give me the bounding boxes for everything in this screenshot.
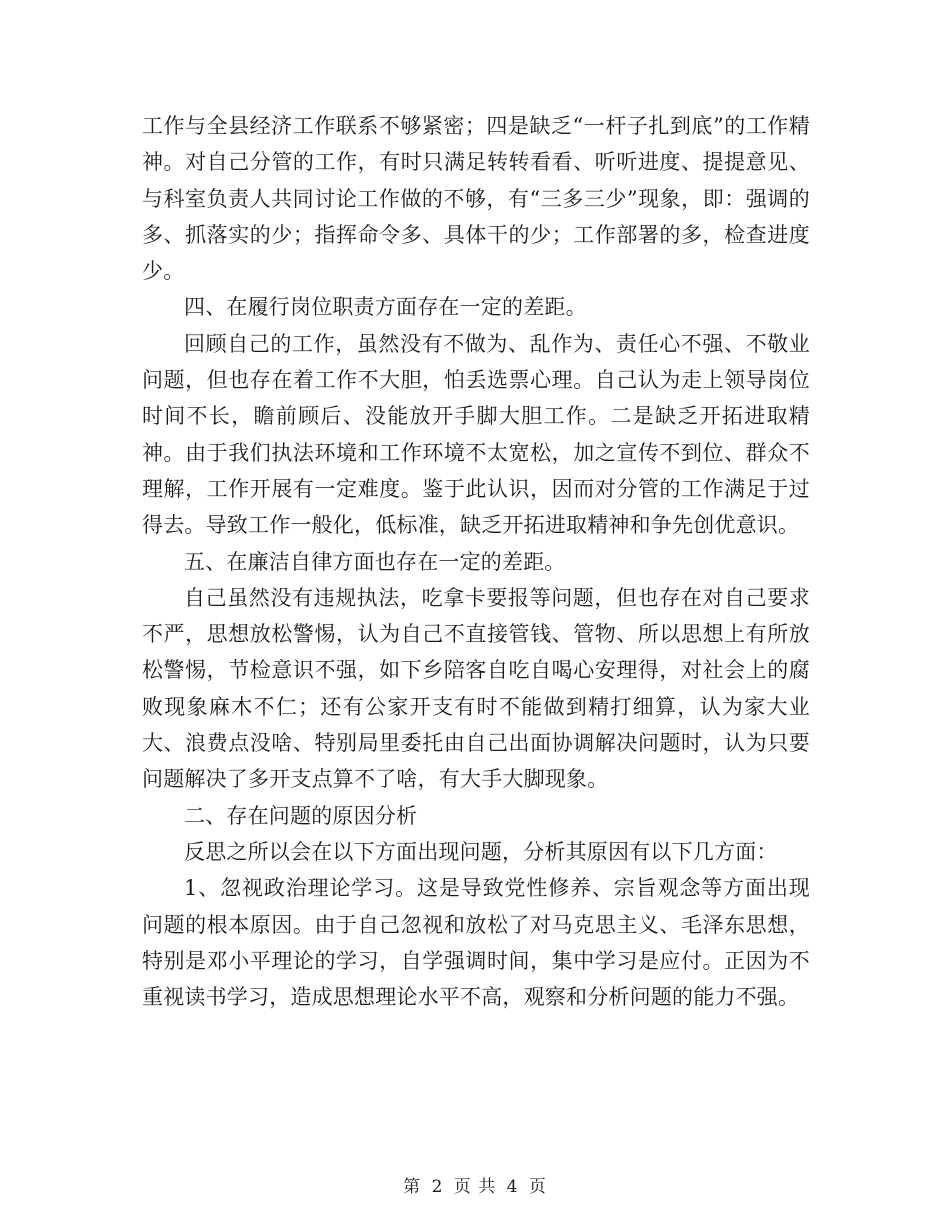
footer-middle: 页 共 xyxy=(453,1177,497,1197)
footer-suffix: 页 xyxy=(528,1177,547,1197)
page-footer xyxy=(0,1172,950,1197)
paragraph-continuation: 工作与全县经济工作联系不够紧密；四是缺乏“一杆子扎到底”的工作精神。对自己分管的工作，有时只满足转转看看、听听进度、提提意见、与科室负责人共同讨论工作做的不够，有“三多三少”现象，即：强调的多、抓落实的少；指挥命令多、具体干的少；工作部署的多，检查进度少。 xyxy=(142,114,810,284)
section-heading-cause-analysis: 二、存在问题的原因分析 xyxy=(184,803,418,828)
paragraph-duty-review: 回顾自己的工作，虽然没有不做为、乱作为、责任心不强、不敬业问题，但也存在着工作不大胆，怕丢选票心理。自己认为走上领导岗位时间不长，瞻前顾后、没能放开手脚大胆工作。二是缺乏开拓进取精神。由于我们执法环境和工作环境不太宽松，加之宣传不到位、群众不理解，工作开展有一定难度。鉴于此认识，因而对分管的工作满足于过得去。导致工作一般化，低标准，缺乏开拓进取精神和争先创优意识。 xyxy=(142,331,810,538)
section-heading-duty: 四、在履行岗位职责方面存在一定的差距。 xyxy=(184,295,587,320)
section-heading-integrity: 五、在廉洁自律方面也存在一定的差距。 xyxy=(184,549,566,574)
paragraph-cause-intro: 反思之所以会在以下方面出现问题，分析其原因有以下几方面： xyxy=(184,839,778,864)
footer-total-pages: 4 xyxy=(506,1177,519,1197)
paragraph-integrity: 自己虽然没有违规执法，吃拿卡要报等问题，但也存在对自己要求不严，思想放松警惕，认为自己不直接管钱、管物、所以思想上有所放松警惕，节检意识不强，如下乡陪客自吃自喝心安理得，对社会上的腐败现象麻木不仁；还有公家开支有时不能做到精打细算，认为家大业大、浪费点没啥、特别局里委托由自己出面协调解决问题时，认为只要问题解决了多开支点算不了啥，有大手大脚现象。 xyxy=(142,585,810,792)
footer-prefix: 第 xyxy=(403,1177,422,1197)
footer-current-page: 2 xyxy=(431,1177,444,1197)
document-body xyxy=(142,108,810,1015)
paragraph-cause-1: 1、忽视政治理论学习。这是导致党性修养、宗旨观念等方面出现问题的根本原因。由于自己忽视和放松了对马克思主义、毛泽东思想，特别是邓小平理论的学习，自学强调时间，集中学习是应付。正因为不重视读书学习，造成思想理论水平不高，观察和分析问题的能力不强。 xyxy=(142,876,810,1010)
